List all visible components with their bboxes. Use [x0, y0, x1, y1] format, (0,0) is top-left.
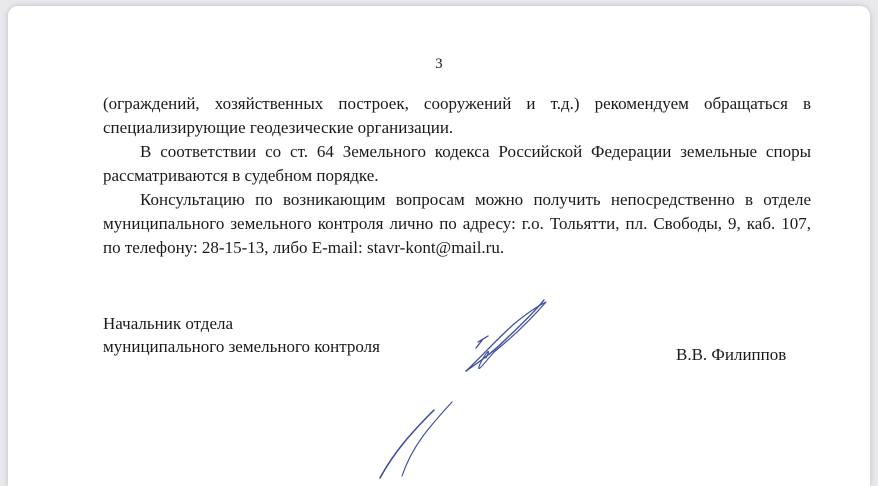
paragraph-continuation: (ограждений, хозяйственных построек, сооружений и т.д.) рекомендуем обращаться в специализирующие геодезические организации.	[103, 94, 811, 137]
document-body	[103, 92, 811, 260]
signatory-title	[103, 312, 380, 358]
page-number: 3	[435, 56, 443, 72]
paragraph-consultation: Консультацию по возникающим вопросам можно получить непосредственно в отделе муниципального земельного контроля лично по адресу: г.о. Тольятти, пл. Свободы, 9, каб. 107, по телефону: 28-15-13, либо E-mail: stavr-kont@mail.ru.	[103, 190, 811, 257]
signatory-title-line1: Начальник отдела	[103, 314, 234, 333]
signatory-name: В.В. Филиппов	[676, 345, 787, 364]
signatory-title-line2: муниципального земельного контроля	[103, 337, 380, 356]
paragraph-land-code: В соответствии со ст. 64 Земельного кодекса Российской Федерации земельные споры рассматриваются в судебном порядке.	[103, 142, 811, 185]
document-page	[8, 6, 870, 486]
